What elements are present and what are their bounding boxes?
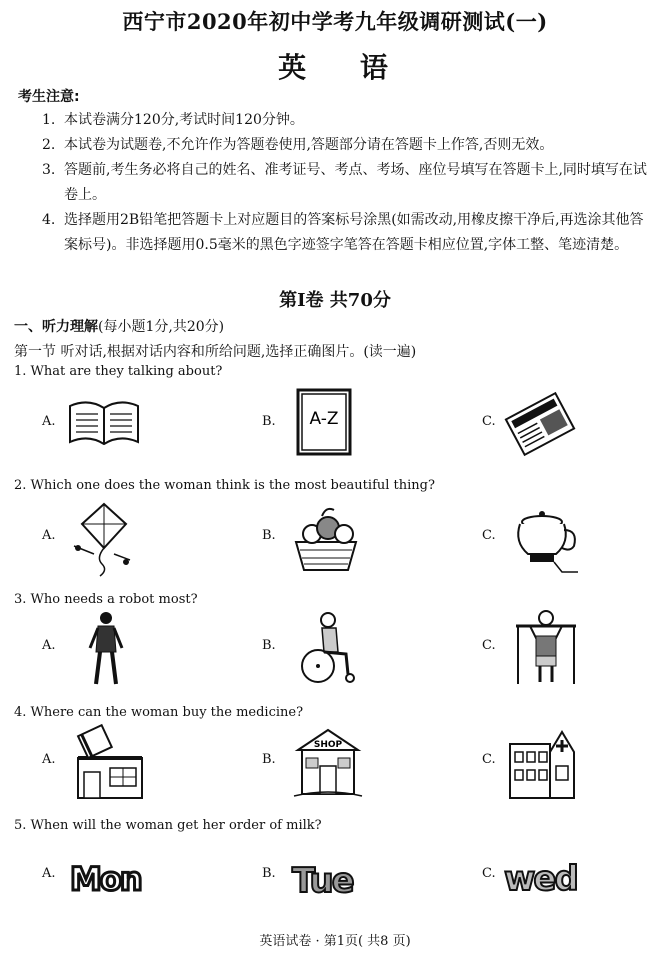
part-heading — [14, 316, 224, 336]
notice-text: 选择题用2B铅笔把答题卡上对应题目的答案标号涂黑(如需改动,用橡皮擦干净后,再选涂其他答案标号)。非选择题用0.5毫米的黑色字迹签字笔答在答题卡相应位置,字体工整、笔迹清楚。 — [64, 212, 644, 253]
option-label[interactable]: C. — [482, 414, 496, 429]
dictionary-az-icon — [290, 384, 370, 464]
exam-title: 西宁市2020年初中学考九年级调研测试(一) — [122, 9, 548, 34]
option-label[interactable]: B. — [262, 752, 276, 767]
question-options — [14, 836, 584, 916]
newspaper-icon — [500, 384, 580, 464]
option-label[interactable]: B. — [262, 414, 276, 429]
option-label[interactable]: A. — [42, 414, 56, 429]
notice-num: 2. — [42, 137, 56, 153]
exercising-boy-icon — [506, 608, 586, 688]
section-heading: 第Ⅰ卷 共70分 — [279, 290, 391, 311]
fruit-basket-icon — [286, 498, 366, 578]
question-options — [14, 498, 584, 578]
notice-text: 答题前,考生务必将自己的姓名、准考证号、考点、考场、座位号填写在答题卡上,同时填写在试卷上。 — [64, 162, 647, 203]
notice-num: 4. — [42, 212, 56, 228]
notice-item — [42, 108, 657, 133]
kite-icon — [64, 498, 144, 578]
notice-list — [42, 108, 657, 258]
question-text: 5. When will the woman get her order of milk? — [14, 818, 322, 833]
notice-num: 1. — [42, 112, 56, 128]
question-options — [14, 722, 584, 802]
hospital-icon — [504, 722, 584, 802]
part-note: (每小题1分,共20分) — [98, 319, 225, 335]
part-title: 一、听力理解 — [14, 319, 98, 335]
notice-item — [42, 133, 657, 158]
standing-person-icon — [70, 608, 150, 688]
notice-num: 3. — [42, 162, 56, 178]
option-label[interactable]: C. — [482, 528, 496, 543]
notice-item — [42, 208, 657, 258]
question-text: 4. Where can the woman buy the medicine? — [14, 705, 304, 720]
tue-text-icon — [290, 836, 380, 916]
question-text: 2. Which one does the woman think is the most beautiful thing? — [14, 478, 435, 493]
notice-heading: 考生注意: — [18, 89, 80, 105]
option-label[interactable]: A. — [42, 528, 56, 543]
mon-text-icon — [70, 836, 160, 916]
option-label[interactable]: A. — [42, 638, 56, 653]
option-label[interactable]: A. — [42, 866, 56, 881]
question-options — [14, 384, 584, 464]
option-label[interactable]: C. — [482, 752, 496, 767]
question-options — [14, 608, 584, 688]
option-label[interactable]: A. — [42, 752, 56, 767]
option-label[interactable]: B. — [262, 638, 276, 653]
shop-sign: SHOP — [313, 740, 343, 750]
question-text: 1. What are they talking about? — [14, 364, 223, 379]
wheelchair-person-icon — [288, 608, 368, 688]
option-label[interactable]: C. — [482, 638, 496, 653]
wed-text-icon — [502, 836, 592, 916]
shop-icon — [288, 722, 368, 802]
mon-text: Mon — [70, 860, 141, 898]
notice-item — [42, 158, 657, 208]
tue-text: Tue — [292, 861, 353, 901]
option-label[interactable]: B. — [262, 866, 276, 881]
notice-text: 本试卷满分120分,考试时间120分钟。 — [64, 112, 304, 128]
notice-text: 本试卷为试题卷,不允许作为答题卷使用,答题部分请在答题卡上作答,否则无效。 — [64, 137, 554, 153]
bookstore-icon — [70, 722, 150, 802]
teapot-icon — [504, 498, 584, 578]
option-label[interactable]: C. — [482, 866, 496, 881]
open-book-icon — [64, 384, 144, 464]
sub-heading: 第一节 听对话,根据对话内容和所给问题,选择正确图片。(读一遍) — [14, 344, 417, 360]
option-label[interactable]: B. — [262, 528, 276, 543]
exam-subject: 英 语 — [278, 51, 410, 84]
question-text: 3. Who needs a robot most? — [14, 592, 198, 607]
dictionary-label: A-Z — [309, 409, 339, 429]
page-footer: 英语试卷 · 第1页( 共8 页) — [259, 934, 411, 949]
wed-text: wed — [504, 859, 577, 899]
